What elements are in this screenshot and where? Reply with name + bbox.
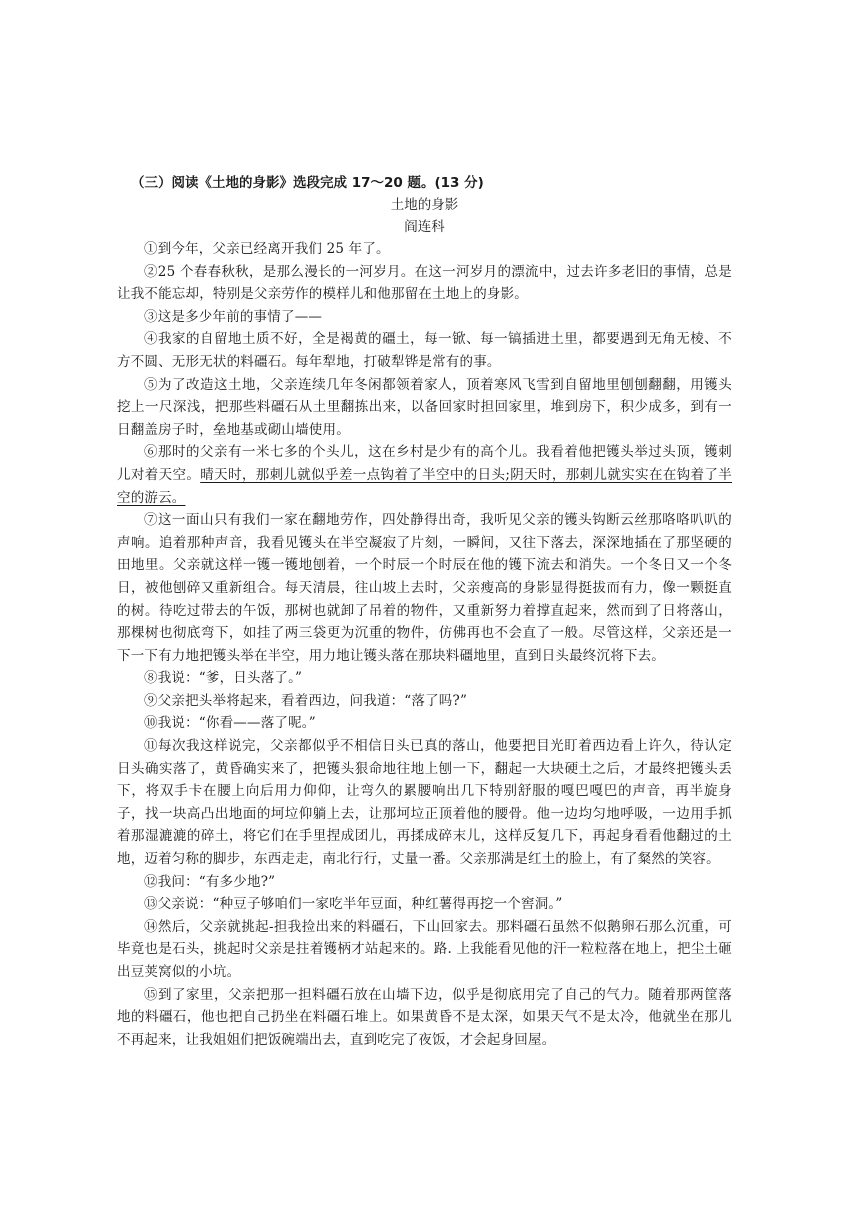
paragraph-4: ④我家的自留地土质不好，全是褐黄的礓土，每一锨、每一镐插进土里，都要遇到无角无棱、不方不圆、无形无状的料礓石。每年犁地，打破犁铧是常有的事。: [117, 331, 732, 370]
underlined-sentence: 晴天时，那刺儿就似乎差一点钩着了半空中的日头;阴天时，那刺儿就实实在在钩着了半空的游云。: [117, 466, 732, 506]
paragraph-13: ⑬父亲说：“种豆子够咱们一家吃半年豆面，种红薯得再挖一个窖洞。”: [144, 896, 563, 913]
passage-title: 土地的身影: [390, 197, 459, 213]
paragraph-8: ⑧我说：“爹，日头落了。”: [144, 670, 303, 687]
paragraph-15: ⑮到了家里，父亲把那一担料礓石放在山墙下边，似乎是彻底用完了自己的气力。随着那两筐落地的料礓石，他也把自己扔坐在料礓石堆上。如果黄昏不是太深，如果天气不是太冷，他就坐在那儿不再起来，让我姐姐们把饭碗端出去，直到吃完了夜饭，才会起身回屋。: [117, 986, 732, 1048]
paragraph-3: ③这是多少年前的事情了——: [144, 308, 323, 325]
paragraph-2: ②25 个春春秋秋，是那么漫长的一河岁月。在这一河岁月的漂流中，过去许多老旧的事情，总是让我不能忘却，特别是父亲劳作的模样儿和他那留在土地上的身影。: [117, 263, 732, 303]
paragraph-14: ⑭然后，父亲就挑起-担我捡出来的料礓石，下山回家去。那料礓石虽然不似鹅卵石那么沉重，可毕竟也是石头，挑起时父亲是拄着镬柄才站起来的。路. 上我能看见他的汗一粒粒落在地上，把尘土砸出豆荚窝似的小坑。: [117, 918, 732, 980]
paragraph-6: [117, 441, 732, 509]
paragraph-7: ⑦这一面山只有我们一家在翻地劳作，四处静得出奇，我听见父亲的镬头钩断云丝那咯咯叭叭的声响。追着那种声音，我看见镬头在半空凝寂了片刻，一瞬间，又往下落去，深深地插在了那坚硬的田地里。父亲就这样一镬一镬地刨着，一个时辰一个时辰在他的镬下流去和消失。一个冬日又一个冬日，被他刨碎又重新组合。每天清晨，往山坡上去时，父亲瘦高的身影显得挺拔而有力，像一颗挺直的树。待吃过带去的午饭，那树也就卸了吊着的物件，又重新努力着撑直起来，然而到了日将落山，那棵树也彻底弯下，如挂了两三袋更为沉重的物件，仿佛再也不会直了一般。尽管这样，父亲还是一下一下有力地把镬头举在半空，用力地让镬头落在那块料礓地里，直到日头最终沉将下去。: [117, 512, 732, 664]
section-heading: （三）阅读《土地的身影》选段完成 17～20 题。(13 分): [131, 175, 484, 191]
reading-passage: [117, 172, 732, 1051]
paragraph-5: ⑤为了改造这土地，父亲连续几年冬闲都领着家人，顶着寒风飞雪到自留地里刨刨翻翻，用镬头挖上一尺深浅，把那些料礓石从土里翻拣出来，以备回家时担回家里，堆到房下，积少成多，到有一日翻盖房子时，垒地基或砌山墙使用。: [117, 376, 732, 438]
paragraph-1: ①到今年，父亲已经离开我们 25 年了。: [144, 241, 390, 257]
passage-author: 阎连科: [404, 219, 445, 235]
paragraph-6-text: ⑥那时的父亲有一米七多的个头儿，这在乡村是少有的高个儿。我看着他把镬头举过头顶，镬刺儿对着天空。: [117, 444, 732, 483]
paragraph-11: ⑪每次我这样说完，父亲都似乎不相信日头已真的落山，他要把目光盯着西边看上许久，待认定日头确实落了，黄昏确实来了，把镬头狠命地往地上刨一下，翻起一大块硬土之后，才最终把镬头丢下，将双手卡在腰上向后用力仰仰，让弯久的累腰响出几下特别舒服的嘎巴嘎巴的声音，再半旋身子，找一块高凸出地面的坷垃仰躺上去，让那坷垃正顶着他的腰骨。他一边均匀地呼吸，一边用手抓着那湿漉漉的碎土，将它们在手里捏成团儿，再揉成碎末儿，这样反复几下，再起身看看他翻过的土地，迈着匀称的脚步，东西走走，南北行行，丈量一番。父亲那满是红土的脸上，有了粲然的笑容。: [117, 738, 732, 868]
paragraph-12: ⑫我问：“有多少地?”: [144, 873, 276, 890]
paragraph-9: ⑨父亲把头举将起来，看着西边，问我道：“落了吗?”: [144, 692, 468, 709]
paragraph-10: ⑩我说：“你看——落了呢。”: [144, 715, 316, 732]
